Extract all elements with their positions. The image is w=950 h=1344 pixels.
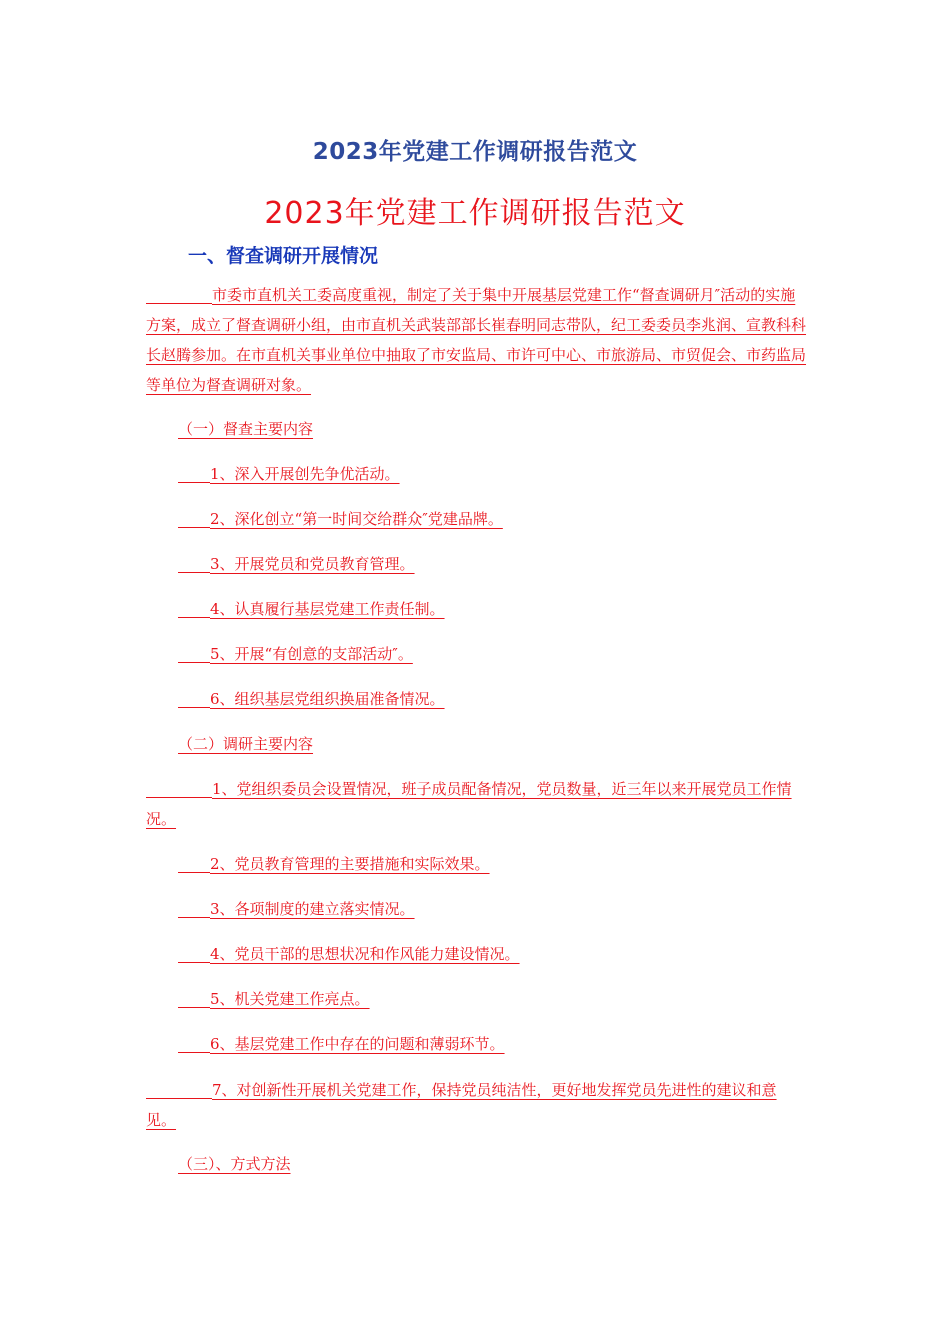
intro-text: 市委市直机关工委高度重视，制定了关于集中开展基层党建工作“督查调研月″活动的实施方案，成立了督查调研小组，由市直机关武装部部长崔春明同志带队，纪工委委员李兆润、宣教科科长赵腾参加。在市直机关事业单位中抽取了市安监局、市许可中心、市旅游局、市贸促会、市药监局等单位为督查调研对象。 [146,286,807,394]
list-item: 2、党员教育管理的主要措施和实际效果。 [178,853,490,874]
list-item: 5、机关党建工作亮点。 [178,988,370,1009]
header-title: 2023年党建工作调研报告范文 [312,139,638,165]
list-item: 5、开展“有创意的支部活动″。 [178,643,413,664]
list-item: 6、基层党建工作中存在的问题和薄弱环节。 [178,1033,505,1054]
sub-heading-2: （二）调研主要内容 [178,735,314,753]
list-item: 7、对创新性开展机关党建工作，保持党员纯洁性，更好地发挥党员先进性的建议和意见。 [146,1081,777,1129]
list-item: 4、认真履行基层党建工作责任制。 [178,598,445,619]
list-item: 6、组织基层党组织换届准备情况。 [178,688,445,709]
sub-heading-3: （三）、方式方法 [178,1155,291,1173]
list-item: 1、党组织委员会设置情况，班子成员配备情况，党员数量，近三年以来开展党员工作情况。 [146,780,792,828]
list-item: 1、深入开展创先争优活动。 [178,463,400,484]
intro-paragraph [146,280,806,400]
main-title: 2023年党建工作调研报告范文 [264,196,686,231]
section-heading-1: 一、督查调研开展情况 [188,245,379,267]
sub-heading-1: （一）督查主要内容 [178,420,314,438]
list-item: 3、开展党员和党员教育管理。 [178,553,415,574]
list-item: 3、各项制度的建立落实情况。 [178,898,415,919]
list-item: 2、深化创立“第一时间交给群众″党建品牌。 [178,508,503,529]
list-item: 4、党员干部的思想状况和作风能力建设情况。 [178,943,520,964]
